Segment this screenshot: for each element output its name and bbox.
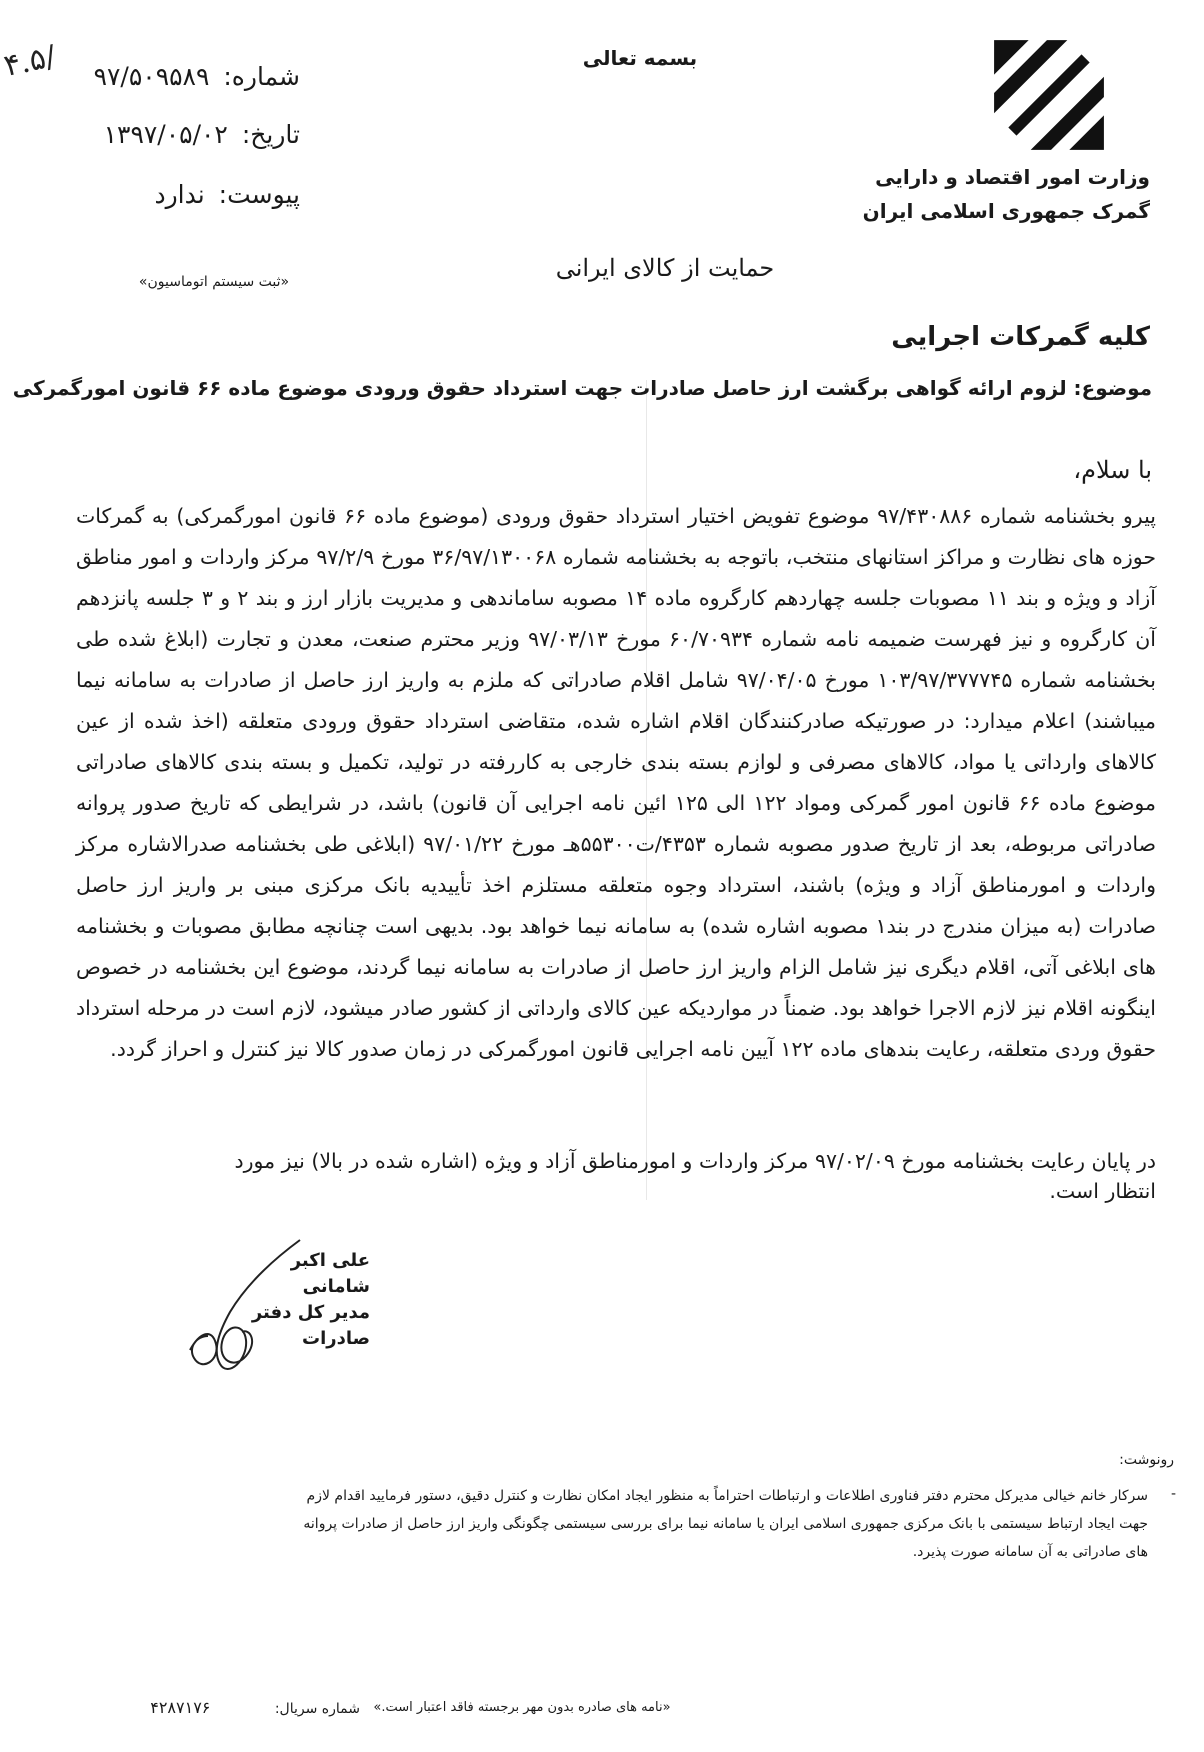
- serial-number: [140, 1698, 360, 1717]
- addressee: کلیه گمرکات اجرایی: [891, 322, 1150, 352]
- greeting: با سلام،: [1073, 456, 1152, 484]
- auto-registration-note: «ثبت سیستم اتوماسیون»: [138, 274, 290, 290]
- date-label: تاریخ:: [241, 120, 300, 149]
- letter-date: [60, 120, 300, 149]
- number-label: شماره:: [223, 62, 300, 91]
- motto: حمایت از کالای ایرانی: [555, 254, 775, 282]
- cc-text: سرکار خانم خیالی مدیرکل محترم دفتر فناوری اطلاعات و ارتباطات احتراماً به منظور ایجاد امکان نظارت و کنترل دقیق، دستور فرمایید اقدام لازم جهت ایجاد ارتباط سیستمی با بانک مرکزی جمهوری اسلامی ایران یا سامانه نیما برای بررسی سیستمی چگونگی واریز ارز حاصل از صادرات پروانه های صادراتی به آن سامانه صورت پذیرد.: [303, 1488, 1148, 1560]
- cc-label: رونوشت:: [1119, 1452, 1174, 1468]
- handwritten-note: ۴.۵/: [0, 38, 59, 85]
- attachment-label: پیوست:: [218, 180, 300, 209]
- attachment-value: ندارد: [154, 180, 205, 209]
- date-value: ۱۳۹۷/۰۵/۰۲: [103, 120, 228, 149]
- letter-attachment: [60, 180, 300, 209]
- subject: موضوع: لزوم ارائه گواهی برگشت ارز حاصل صادرات جهت استرداد حقوق ورودی موضوع ماده ۶۶ قانون امورگمرکی: [12, 376, 1152, 400]
- signatory: [220, 1248, 370, 1352]
- signatory-title: مدیر کل دفتر صادرات: [251, 1302, 370, 1349]
- issuer-block: [850, 160, 1150, 228]
- basmala: بسمه تعالی: [582, 46, 698, 70]
- validity-note: «نامه های صادره بدون مهر برجسته فاقد اعتبار است.»: [373, 1700, 671, 1715]
- serial-label: شماره سریال:: [274, 1701, 360, 1717]
- agency-name: گمرک جمهوری اسلامی ایران: [862, 199, 1150, 223]
- customs-logo-icon: [988, 34, 1110, 156]
- letter-body: پیرو بخشنامه شماره ۹۷/۴۳۰۸۸۶ موضوع تفویض اختیار استرداد حقوق ورودی (موضوع ماده ۶۶ قانون امورگمرکی) به گمرکات حوزه های نظارت و مراکز استانهای منتخب، باتوجه به بخشنامه شماره ۳۶/۹۷/۱۳۰۰۶۸ مورخ ۹۷/۲/۹ مرکز واردات و امور مناطق آزاد و ویژه و بند ۱۱ مصوبات جلسه چهاردهم کارگروه ماده ۱۴ مصوبه ساماندهی و مدیریت بازار ارز و بند ۲ و ۳ جلسه پانزدهم آن کارگروه و نیز فهرست ضمیمه نامه شماره ۶۰/۷۰۹۳۴ مورخ ۹۷/۰۳/۱۳ وزیر محترم صنعت، معدن و تجارت (ابلاغ شده طی بخشنامه شماره ۱۰۳/۹۷/۳۷۷۷۴۵ مورخ ۹۷/۰۴/۰۵ شامل اقلام صادراتی که ملزم به واریز ارز حاصل از صادرات به سامانه نیما میباشند) اعلام میدارد: در صورتیکه صادرکنندگان اقلام اشاره شده، متقاضی استرداد حقوق ورودی متعلقه (اخذ شده از عین کالاهای وارداتی یا مواد، کالاهای مصرفی و لوازم بسته بندی خارجی به کاررفته در تولید، تکمیل و بسته بندی کالاهای صادراتی موضوع ماده ۶۶ قانون امور گمرکی ومواد ۱۲۲ الی ۱۲۵ ائین نامه اجرایی آن قانون) باشد، در شرایطی که تاریخ صدور پروانه صادراتی مربوطه، بعد از تاریخ صدور مصوبه شماره ۴۳۵۳/ت۵۵۳۰۰هـ مورخ ۹۷/۰۱/۲۲ (ابلاغی طی بخشنامه صدرالاشاره مرکز واردات و امورمناطق آزاد و ویژه) باشند، استرداد وجوه متعلقه مستلزم اخذ تأییدیه بانک مرکزی مبنی بر واریز ارز حاصل صادرات (به میزان مندرج در بند۱ مصوبه اشاره شده) به سامانه نیما خواهد بود. بدیهی است چنانچه مطابق مصوبات و بخشنامه های ابلاغی آتی، اقلام دیگری نیز شامل الزام واریز ارز حاصل از صادرات به سامانه نیما گردند، موضوع این بخشنامه در خصوص اینگونه اقلام نیز لازم الاجرا خواهد بود. ضمناً در مواردیکه عین کالای وارداتی از کشور صادر میشود، لازم است در مرحله استرداد حقوق وردی متعلقه، رعایت بندهای ماده ۱۲۲ آیین نامه اجرایی قانون امورگمرکی در زمان صدور کالا نیز کنترل و احراز گردد.: [76, 504, 1157, 1061]
- letter-number: [60, 62, 300, 91]
- serial-value: ۴۲۸۷۱۷۶: [150, 1698, 211, 1717]
- cc-bullet: -: [1170, 1486, 1176, 1502]
- signatory-name: علی اکبر شامانی: [290, 1250, 370, 1297]
- number-value: ۹۷/۵۰۹۵۸۹: [93, 62, 210, 91]
- letter-closing: در پایان رعایت بخشنامه مورخ ۹۷/۰۲/۰۹ مرکز واردات و امورمناطق آزاد و ویژه (اشاره شده در بالا) نیز مورد انتظار است.: [234, 1149, 1156, 1203]
- ministry-name: وزارت امور اقتصاد و دارایی: [875, 165, 1150, 189]
